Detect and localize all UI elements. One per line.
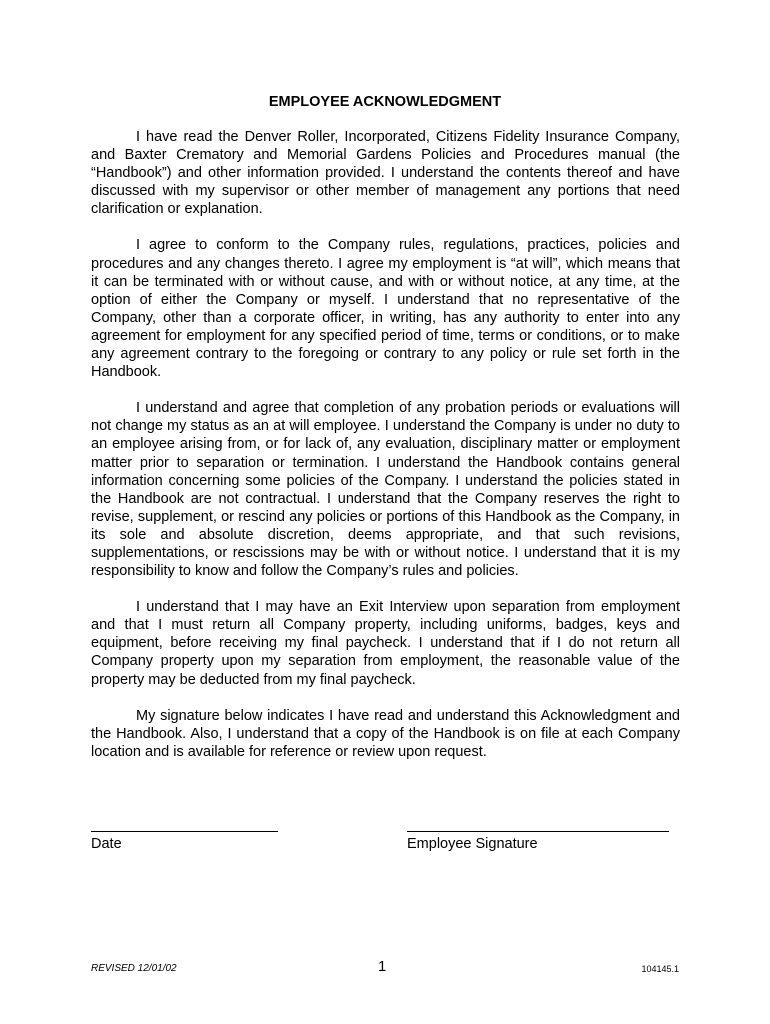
paragraph-handbook-read: I have read the Denver Roller, Incorporated, Citizens Fidelity Insurance Company, and Baxter Crematory and Memorial Gardens Policies and Procedures manual (the “Handbook”) and other information provided. I understand the contents thereof and have discussed with my supervisor or other member of management any portions that need clarification or explanation. <box>91 129 680 218</box>
date-label: Date <box>91 836 122 852</box>
paragraph-probation: I understand and agree that completion of any probation periods or evaluations will not change my status as an at will employee. I understand the Company is under no duty to an employee arising from, or for lack of, any evaluation, disciplinary matter or employment matter prior to separation or termination. I understand the Handbook contains general information concerning some policies of the Company. I understand the policies stated in the Handbook are not contractual. I understand that the Company reserves the right to revise, supplement, or rescind any policies or portions of this Handbook as the Company, in its sole and absolute discretion, deems appropriate, and that such revisions, supplementations, or rescissions may be with or without notice. I understand that it is my responsibility to know and follow the Company’s rules and policies. <box>91 400 680 580</box>
paragraph-signature-statement: My signature below indicates I have read and understand this Acknowledgment and the Handbook. Also, I understand that a copy of the Handbook is on file at each Company location and is available for reference or review upon request. <box>91 707 680 760</box>
employee-signature-label: Employee Signature <box>407 836 538 852</box>
revised-date: REVISED 12/01/02 <box>91 963 177 974</box>
paragraph-at-will: I agree to conform to the Company rules, regulations, practices, policies and procedures and any changes thereto. I agree my employment is “at will”, which means that it can be terminated with or without cause, and with or without notice, at any time, at the option of either the Company or myself. I understand that no representative of the Company, other than a corporate officer, in writing, has any authority to enter into any agreement for employment for any specified period of time, terms or conditions, or to make any agreement contrary to the foregoing or contrary to any policy or rule set forth in the Handbook. <box>91 237 680 381</box>
page-number: 1 <box>378 958 387 975</box>
date-signature-line[interactable] <box>91 831 278 832</box>
document-body <box>91 128 680 779</box>
document-code: 104145.1 <box>641 964 679 974</box>
paragraph-exit-interview: I understand that I may have an Exit Interview upon separation from employment and that I must return all Company property, including uniforms, badges, keys and equipment, before receiving my final paycheck. I understand that if I do not return all Company property upon my separation from employment, the reasonable value of the property may be deducted from my final paycheck. <box>91 599 680 688</box>
employee-signature-line[interactable] <box>407 831 669 832</box>
document-title: EMPLOYEE ACKNOWLEDGMENT <box>268 94 502 110</box>
